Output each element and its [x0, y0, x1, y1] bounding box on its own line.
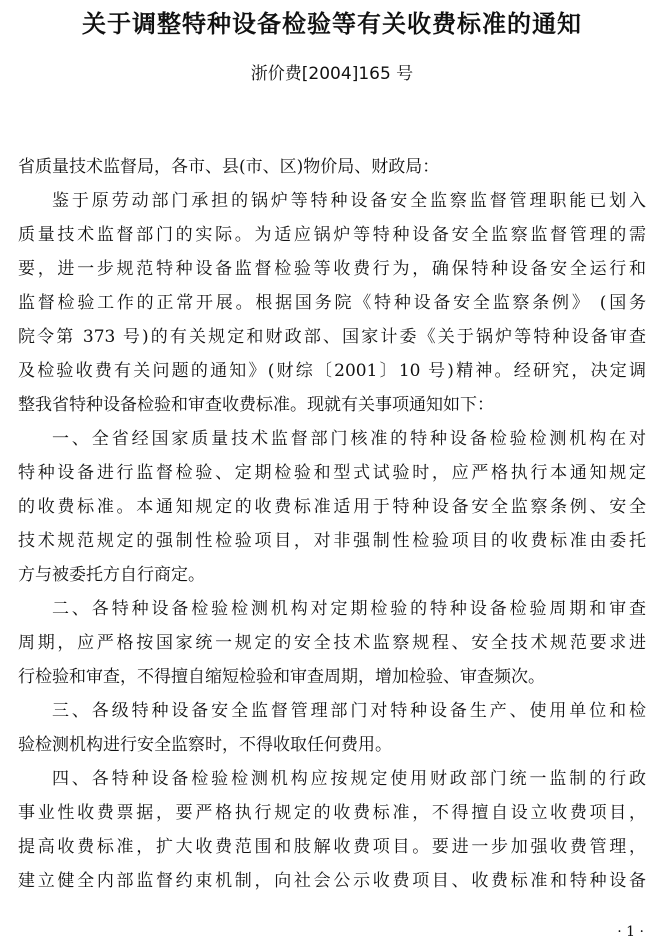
paragraph-line: 三、各级特种设备安全监督管理部门对特种设备生产、使用单位和检: [52, 701, 646, 721]
paragraph-line: 周期，应严格按国家统一规定的安全技术监察规程、安全技术规范要求进: [18, 633, 646, 653]
paragraph-line: 特种设备进行监督检验、定期检验和型式试验时，应严格执行本通知规定: [18, 463, 646, 483]
paragraph-line: 技术规范规定的强制性检验项目，对非强制性检验项目的收费标准由委托: [18, 531, 646, 551]
paragraph-line: 行检验和审查，不得擅自缩短检验和审查周期，增加检验、审查频次。: [18, 667, 545, 687]
paragraph-line: 及检验收费有关问题的通知》(财综〔2001〕10 号)精神。经研究，决定调: [18, 361, 646, 381]
paragraph-line: 要，进一步规范特种设备监督检验等收费行为，确保特种设备安全运行和: [18, 259, 646, 279]
paragraph-line: 院令第 373 号)的有关规定和财政部、国家计委《关于锅炉等特种设备审查: [18, 327, 646, 347]
paragraph-line: 方与被委托方自行商定。: [18, 565, 205, 585]
paragraph-line: 建立健全内部监督约束机制，向社会公示收费项目、收费标准和特种设备: [18, 871, 646, 891]
paragraph-line: 的收费标准。本通知规定的收费标准适用于特种设备安全监察条例、安全: [18, 497, 646, 517]
paragraph-line: 鉴于原劳动部门承担的锅炉等特种设备安全监察监督管理职能已划入: [52, 191, 646, 211]
paragraph-line: 质量技术监督部门的实际。为适应锅炉等特种设备安全监察监督管理的需: [18, 225, 646, 245]
document-title: 关于调整特种设备检验等有关收费标准的通知: [82, 10, 582, 38]
paragraph-line: 一、全省经国家质量技术监督部门核准的特种设备检验检测机构在对: [52, 429, 646, 449]
addressee-line: 省质量技术监督局，各市、县(市、区)物价局、财政局：: [18, 157, 440, 177]
paragraph-line: 四、各特种设备检验检测机构应按规定使用财政部门统一监制的行政: [52, 769, 646, 789]
paragraph-line: 事业性收费票据，要严格执行规定的收费标准，不得擅自设立收费项目，: [18, 803, 646, 823]
paragraph-line: 验检测机构进行安全监察时，不得收取任何费用。: [18, 735, 392, 755]
document-number: 浙价费[2004]165 号: [250, 64, 414, 84]
paragraph-line: 提高收费标准，扩大收费范围和肢解收费项目。要进一步加强收费管理，: [18, 837, 646, 857]
paragraph-line: 二、各特种设备检验检测机构对定期检验的特种设备检验周期和审查: [52, 599, 646, 619]
paragraph-line: 监督检验工作的正常开展。根据国务院《特种设备安全监察条例》 (国务: [18, 293, 646, 313]
page-number: · 1 ·: [617, 924, 644, 940]
paragraph-line: 整我省特种设备检验和审查收费标准。现就有关事项通知如下：: [18, 395, 494, 415]
